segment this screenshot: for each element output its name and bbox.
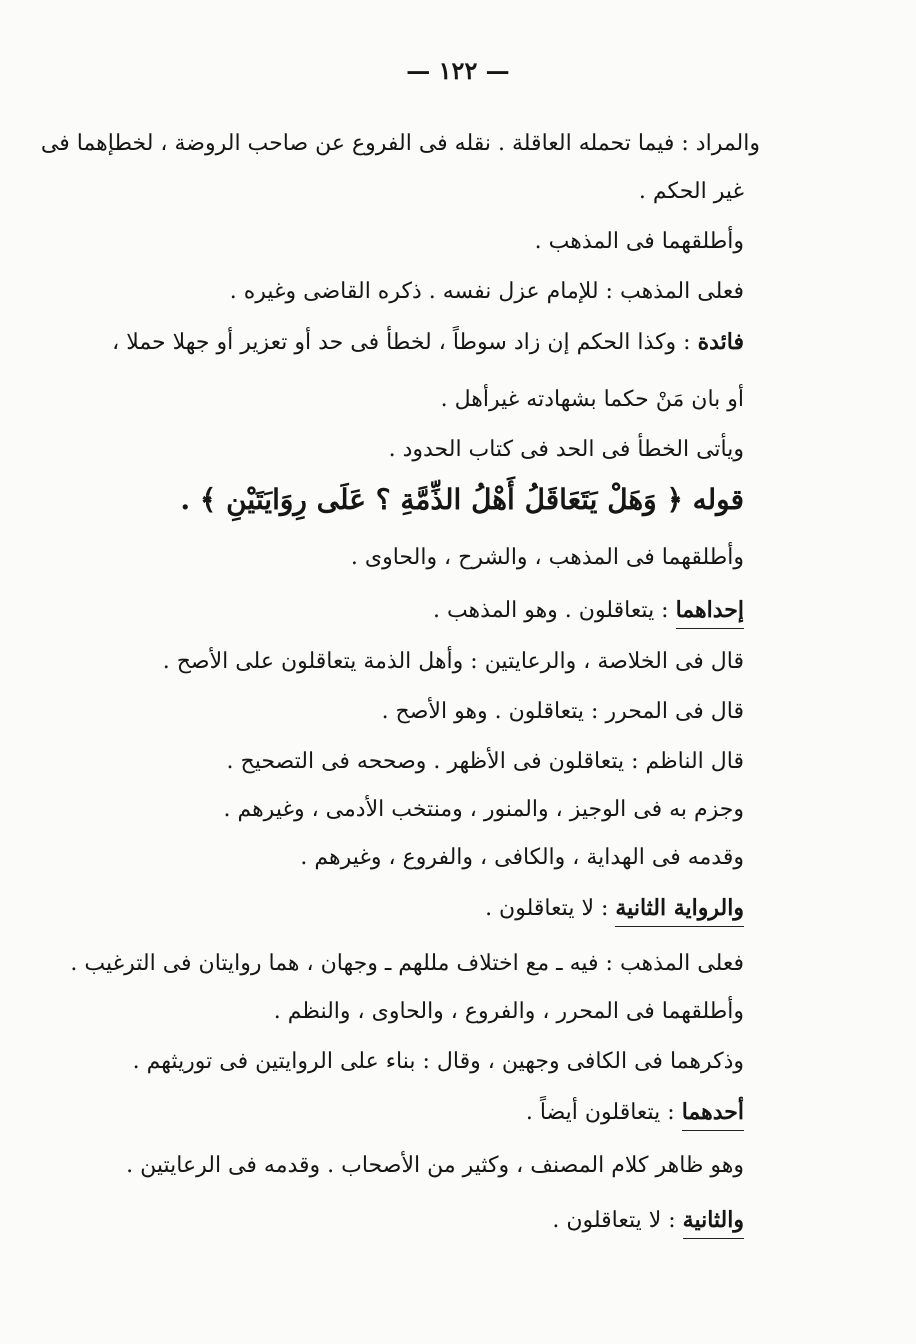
text-line: وذكرهما فى الكافى وجهين ، وقال : بناء على الروايتين فى توريثهم . [132, 1049, 744, 1074]
text-line: فائدة : وكذا الحكم إن زاد سوطاً ، لخطأ فى حد أو تعزير أو جهلا حملا ، [112, 329, 744, 355]
section-label: والرواية الثانية [615, 895, 744, 927]
text-line: قال فى المحرر : يتعاقلون . وهو الأصح . [381, 699, 744, 724]
text-line: والرواية الثانية : لا يتعاقلون . [485, 892, 744, 925]
text-line: قال الناظم : يتعاقلون فى الأظهر . وصححه فى التصحيح . [226, 749, 744, 774]
text-line: وهو ظاهر كلام المصنف ، وكثير من الأصحاب . وقدمه فى الرعايتين . [126, 1153, 744, 1178]
text-line: وأطلقهما فى المذهب ، والشرح ، والحاوى . [350, 545, 744, 570]
text-line: وأطلقهما فى المذهب . [534, 229, 744, 254]
section-label: فائدة [697, 329, 744, 355]
text-line: أو بان مَنْ حكما بشهادته غيرأهل . [440, 387, 744, 412]
section-label: والثانية [683, 1207, 744, 1239]
text-line: والثانية : لا يتعاقلون . [552, 1204, 744, 1237]
text-line: والمراد : فيما تحمله العاقلة . نقله فى الفروع عن صاحب الروضة ، لخطإهما فى [40, 131, 760, 156]
text-line: ويأتى الخطأ فى الحد فى كتاب الحدود . [388, 437, 744, 462]
text-line: إحداهما : يتعاقلون . وهو المذهب . [433, 594, 744, 627]
text-line: فعلى المذهب : فيه ـ مع اختلاف مللهم ـ وجهان ، هما روايتان فى الترغيب . [70, 951, 744, 976]
text-line: وقدمه فى الهداية ، والكافى ، والفروع ، وغيرهم . [300, 845, 744, 870]
text-line: قال فى الخلاصة ، والرعايتين : وأهل الذمة يتعاقلون على الأصح . [162, 649, 744, 674]
section-label: إحداهما [676, 597, 744, 629]
section-label: أحدهما [682, 1099, 744, 1131]
text-line: غير الحكم . [638, 179, 744, 204]
page-number: — ١٢٢ — [406, 56, 510, 85]
quoted-verse-line: قوله ﴿ وَهَلْ يَتَعَاقَلُ أَهْلُ الذِّمَّةِ ؟ عَلَى رِوَايَتَيْنِ ﴾ . [180, 483, 744, 516]
text-line: وأطلقهما فى المحرر ، والفروع ، والحاوى ، والنظم . [273, 999, 744, 1024]
text-line: وجزم به فى الوجيز ، والمنور ، ومنتخب الأدمى ، وغيرهم . [223, 797, 744, 822]
text-line: فعلى المذهب : للإمام عزل نفسه . ذكره القاضى وغيره . [229, 279, 744, 304]
text-line: أحدهما : يتعاقلون أيضاً . [526, 1096, 744, 1129]
